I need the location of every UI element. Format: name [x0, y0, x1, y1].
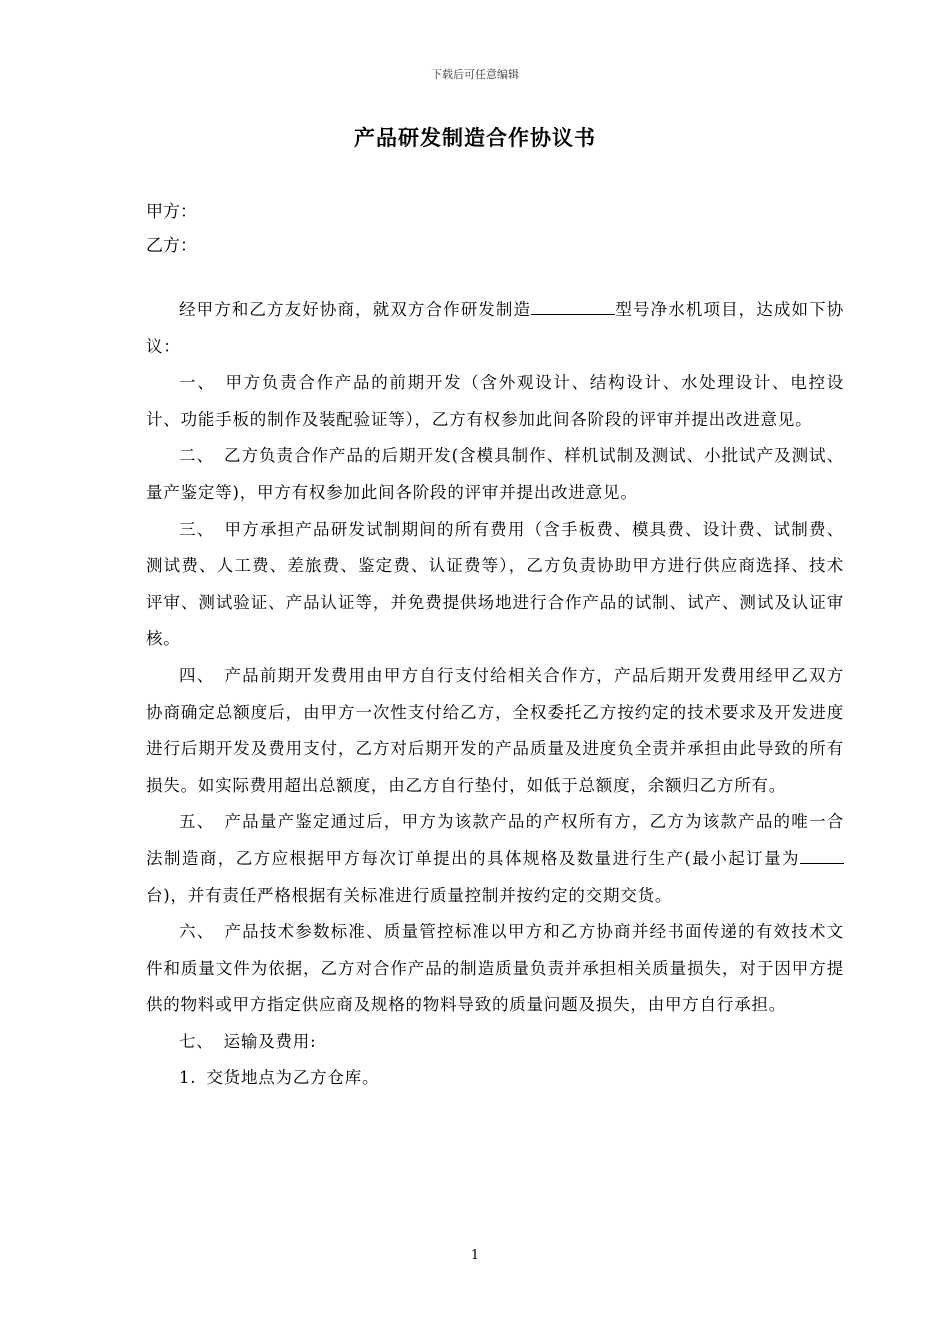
- clause-7: [146, 1024, 844, 1061]
- header-note: 下载后可任意编辑: [431, 68, 519, 81]
- clause-number: 二、: [179, 446, 215, 466]
- model-blank[interactable]: [531, 300, 615, 315]
- clause-text-before: 产品量产鉴定通过后，甲方为该款产品的产权所有方，乙方为该款产品的唯一合法制造商，乙方应根据甲方每次订单提出的具体规格及数量进行生产(最小起订量为: [146, 812, 845, 868]
- agreement-body: [146, 292, 844, 1097]
- clause-2: [146, 438, 844, 511]
- clause-number: 一、: [179, 373, 216, 393]
- clause-number: 四、: [179, 665, 215, 685]
- clause-5: [146, 804, 844, 914]
- clause-number: 六、: [179, 922, 215, 942]
- clause-number: 七、: [179, 1031, 214, 1051]
- clause-text: 产品技术参数标准、质量管控标准以甲方和乙方协商并经书面传递的有效技术文件和质量文件为依据，乙方对合作产品的制造质量负责并承担相关质量损失，对于因甲方提供的物料或甲方指定供应商及规格的物料导致的质量问题及损失，由甲方自行承担。: [146, 922, 845, 1015]
- clause-6: [146, 914, 844, 1024]
- clause-text: 甲方承担产品研发试制期间的所有费用（含手板费、模具费、设计费、试制费、测试费、人工费、差旅费、鉴定费、认证费等），乙方负责协助甲方进行供应商选择、技术评审、测试验证、产品认证等，并免费提供场地进行合作产品的试制、试产、测试及认证审核。: [146, 519, 845, 649]
- min-order-blank[interactable]: [800, 849, 844, 864]
- clause-1: [146, 365, 844, 438]
- sub-clause-1: [146, 1060, 844, 1097]
- page-number: 1: [470, 1248, 480, 1263]
- clause-4: [146, 658, 844, 804]
- clause-text: 乙方负责合作产品的后期开发(含模具制作、样机试制及测试、小批试产及测试、量产鉴定等)，甲方有权参加此间各阶段的评审并提出改进意见。: [146, 446, 844, 502]
- clause-text: 运输及费用:: [223, 1031, 317, 1051]
- party-a-label: 甲方：: [146, 202, 197, 222]
- sub-clause-number: 1.: [179, 1068, 197, 1088]
- clause-text-after: 台)，并有责任严格根据有关标准进行质量控制并按约定的交期交货。: [146, 885, 673, 905]
- party-b-label: 乙方：: [146, 236, 197, 256]
- clause-number: 五、: [179, 812, 215, 832]
- intro-paragraph: [146, 292, 844, 365]
- intro-text-after: 型号净水机项目，达成如下协议：: [146, 300, 845, 356]
- clause-3: [146, 512, 844, 658]
- sub-clause-text: 交货地点为乙方仓库。: [206, 1068, 380, 1088]
- clause-number: 三、: [179, 519, 215, 539]
- clause-text: 产品前期开发费用由甲方自行支付给相关合作方，产品后期开发费用经甲乙双方协商确定总额度后，由甲方一次性支付给乙方，全权委托乙方按约定的技术要求及开发进度进行后期开发及费用支付，乙方对后期开发的产品质量及进度负全责并承担由此导致的所有损失。如实际费用超出总额度，由乙方自行垫付，如低于总额度，余额归乙方所有。: [146, 665, 845, 795]
- document-title: 产品研发制造合作协议书: [354, 126, 596, 150]
- clause-text: 甲方负责合作产品的前期开发（含外观设计、结构设计、水处理设计、电控设计、功能手板的制作及装配验证等），乙方有权参加此间各阶段的评审并提出改进意见。: [146, 373, 845, 429]
- intro-text-before: 经甲方和乙方友好协商，就双方合作研发制造: [179, 300, 532, 319]
